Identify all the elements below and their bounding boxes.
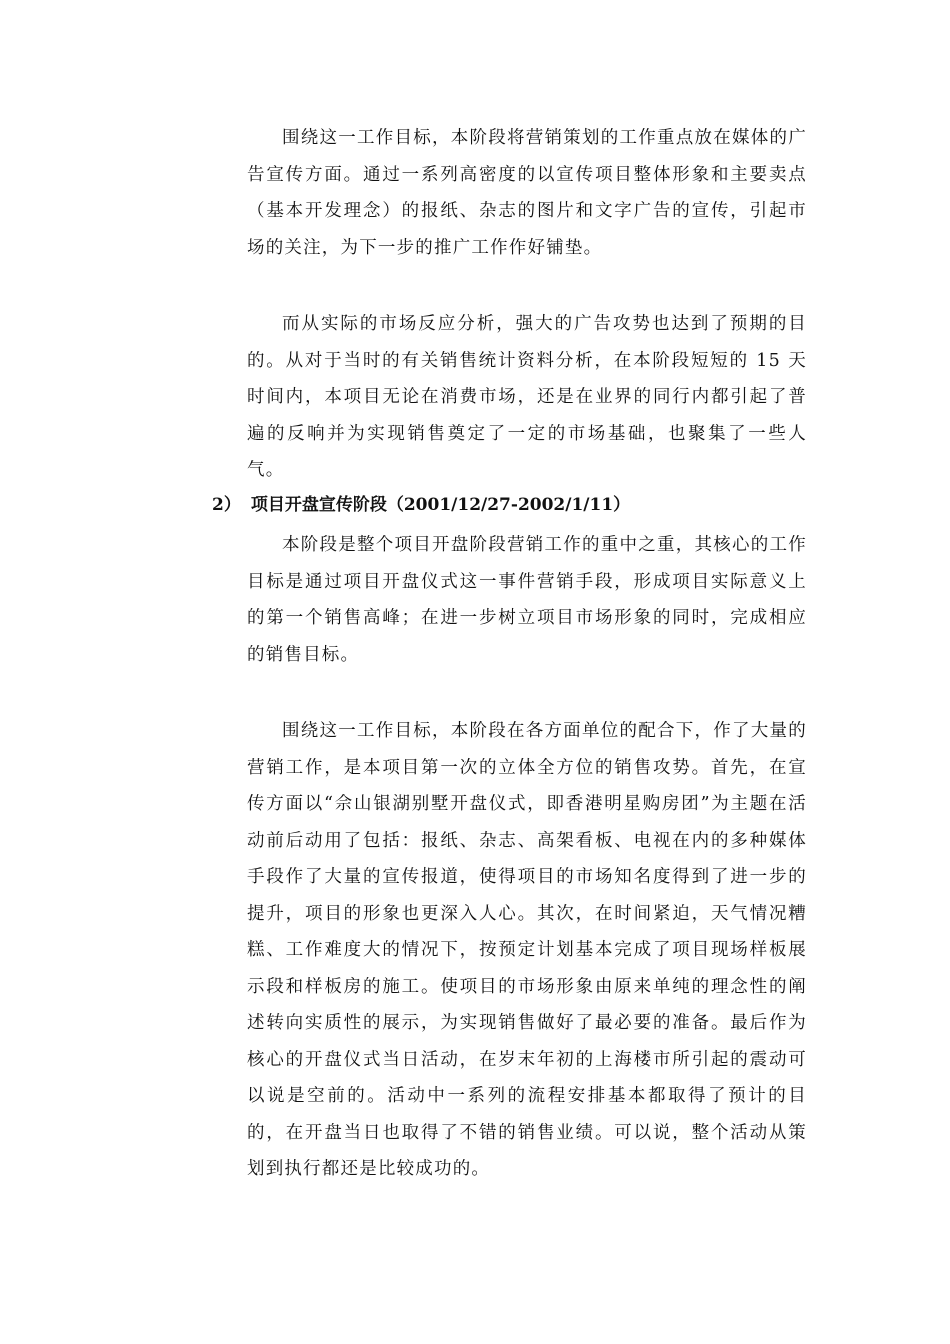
- body-paragraph: 围绕这一工作目标，本阶段将营销策划的工作重点放在媒体的广告宣传方面。通过一系列高密度的以宣传项目整体形象和主要卖点（基本开发理念）的报纸、杂志的图片和文字广告的宣传，引起市场的关注，为下一步的推广工作作好铺垫。: [247, 128, 807, 258]
- section-number: 2）: [212, 495, 241, 515]
- section-title: 项目开盘宣传阶段（2001/12/27-2002/1/11）: [250, 495, 631, 515]
- body-paragraph: 而从实际的市场反应分析，强大的广告攻势也达到了预期的目的。从对于当时的有关销售统计资料分析，在本阶段短短的 15 天时间内，本项目无论在消费市场，还是在业界的同行内都引起了普遍的反响并为实现销售奠定了一定的市场基础，也聚集了一些人气。: [247, 314, 807, 480]
- body-paragraph: 本阶段是整个项目开盘阶段营销工作的重中之重，其核心的工作目标是通过项目开盘仪式这一事件营销手段，形成项目实际意义上的第一个销售高峰；在进一步树立项目市场形象的同时，完成相应的销售目标。: [247, 535, 807, 665]
- body-paragraph: 围绕这一工作目标，本阶段在各方面单位的配合下，作了大量的营销工作，是本项目第一次的立体全方位的销售攻势。首先，在宣传方面以“佘山银湖别墅开盘仪式，即香港明星购房团”为主题在活动前后动用了包括：报纸、杂志、高架看板、电视在内的多种媒体手段作了大量的宣传报道，使得项目的市场知名度得到了进一步的提升，项目的形象也更深入人心。其次，在时间紧迫，天气情况糟糕、工作难度大的情况下，按预定计划基本完成了项目现场样板展示段和样板房的施工。使项目的市场形象由原来单纯的理念性的阐述转向实质性的展示，为实现销售做好了最必要的准备。最后作为核心的开盘仪式当日活动，在岁末年初的上海楼市所引起的震动可以说是空前的。活动中一系列的流程安排基本都取得了预计的目的，在开盘当日也取得了不错的销售业绩。可以说，整个活动从策划到执行都还是比较成功的。: [247, 721, 807, 1179]
- section-heading: [212, 491, 630, 519]
